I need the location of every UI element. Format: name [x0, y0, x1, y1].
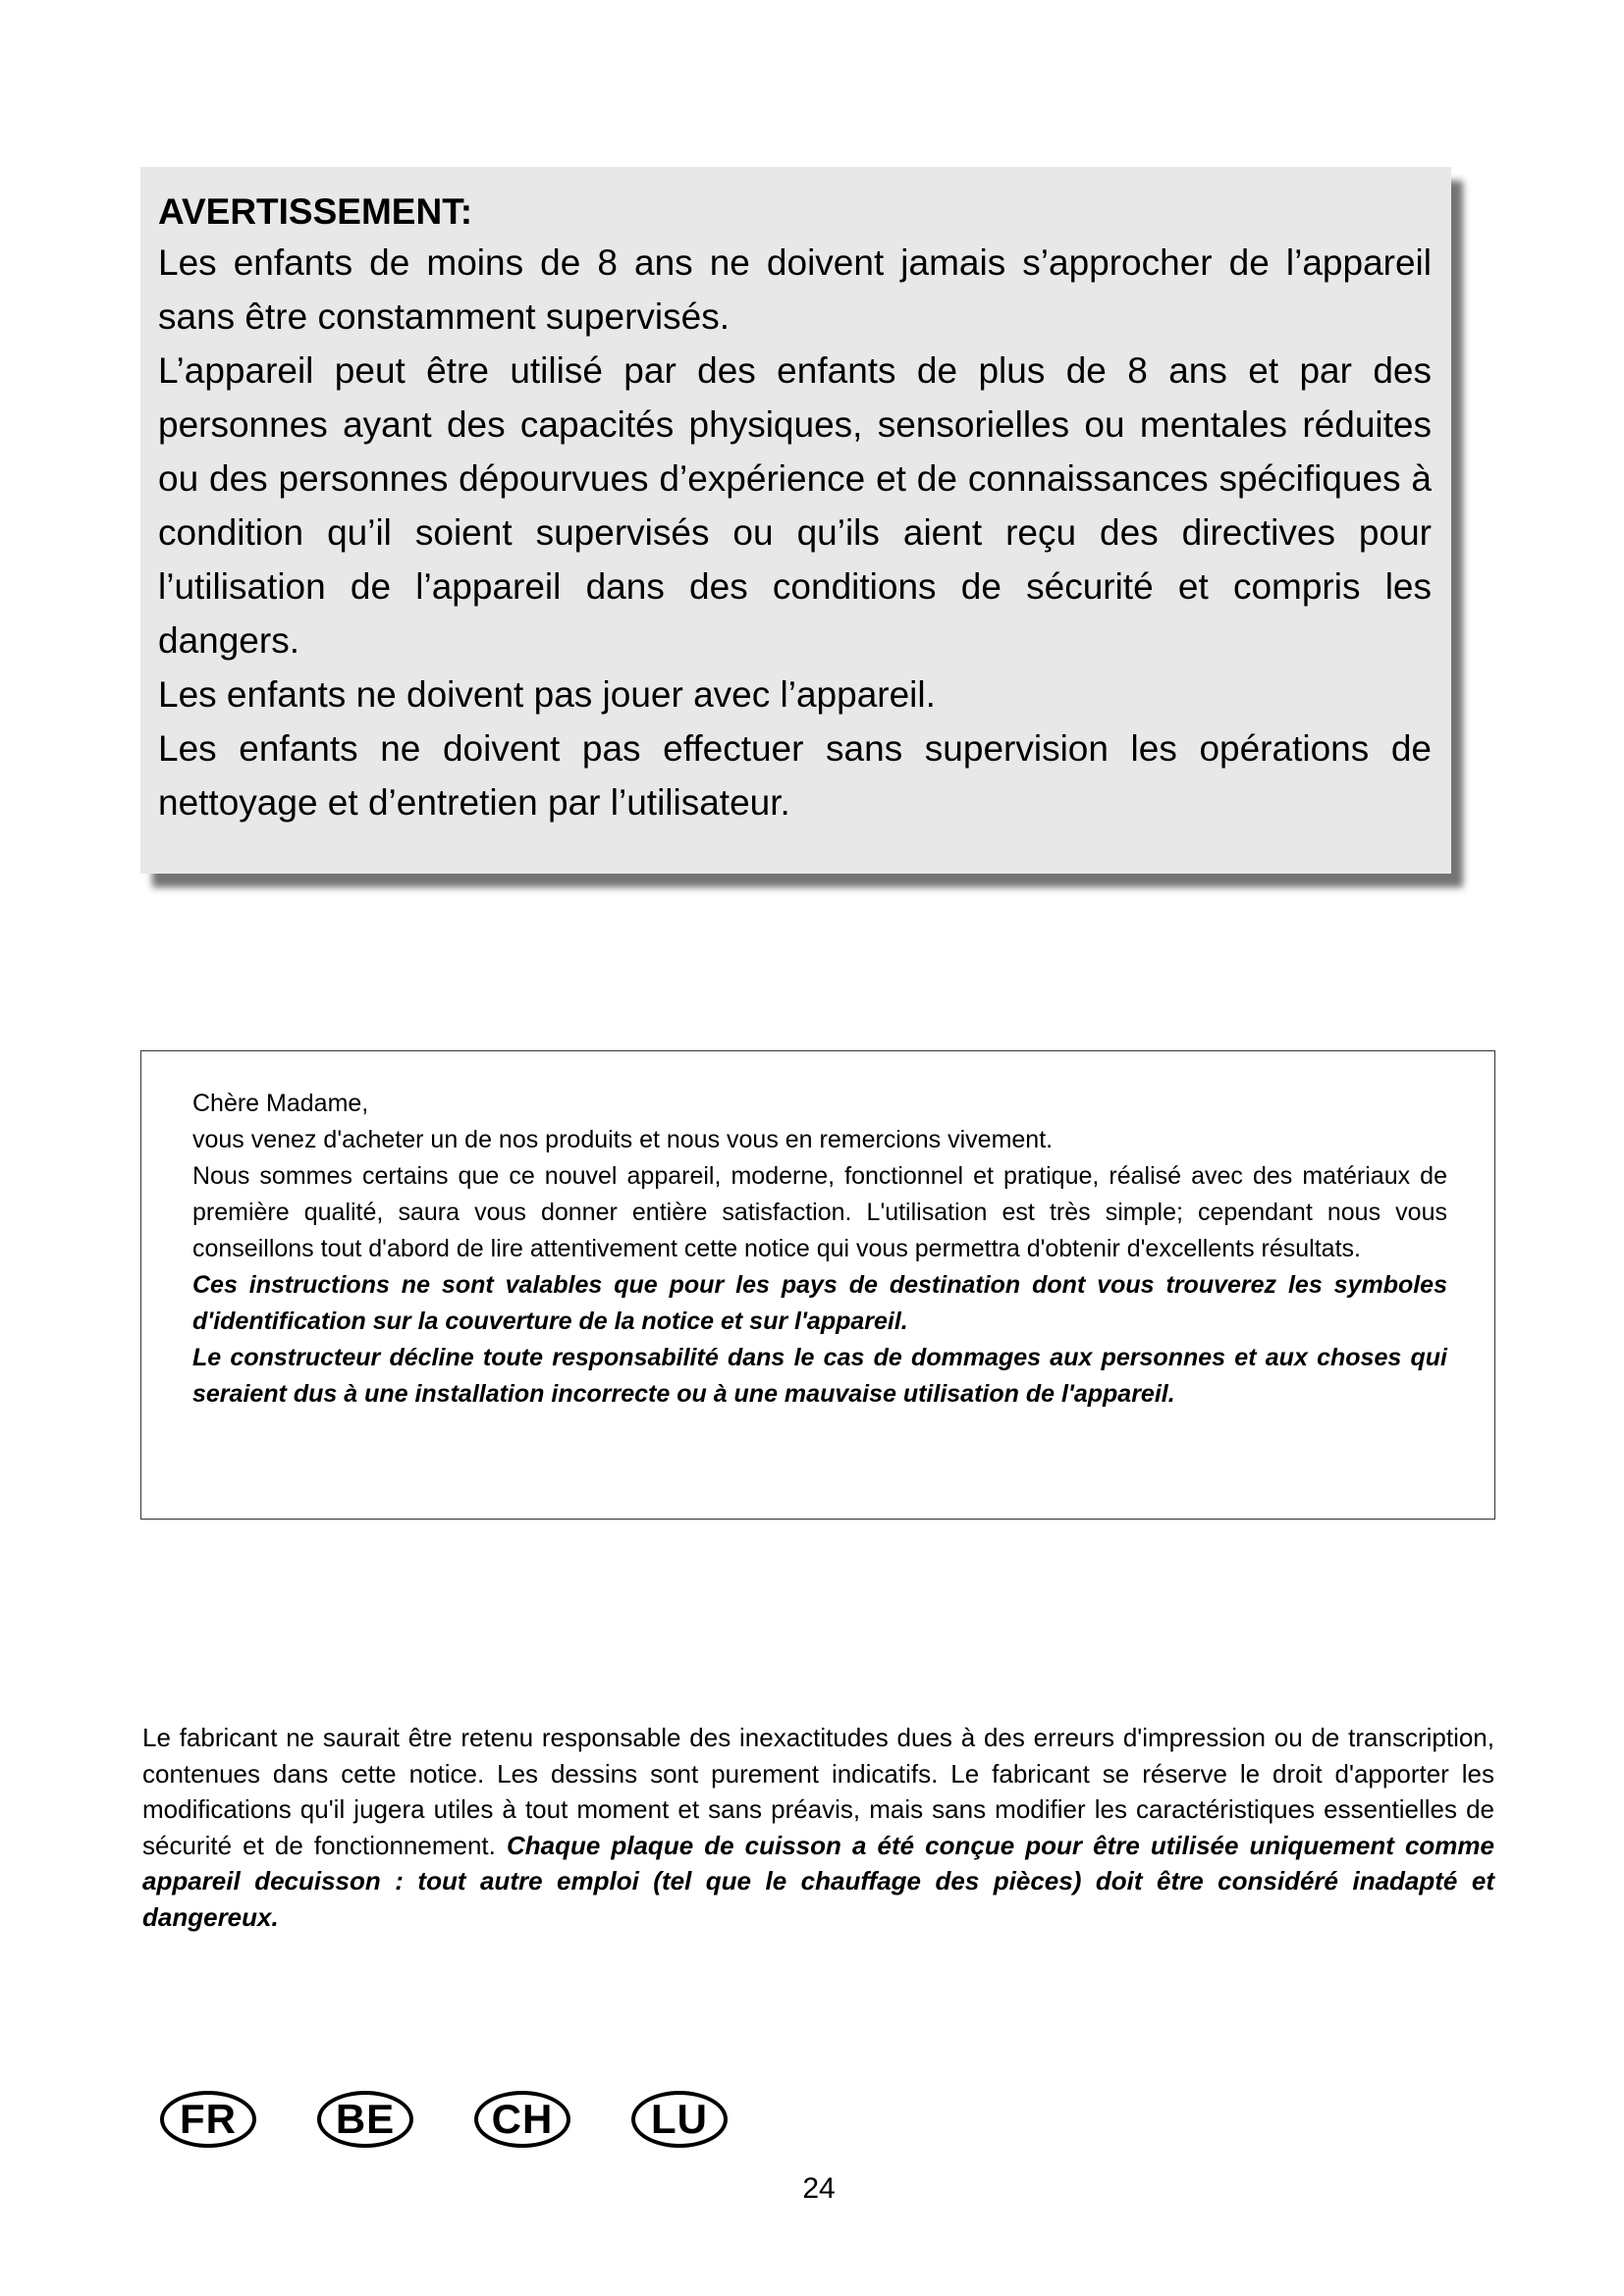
country-symbols — [160, 2091, 728, 2148]
warning-box — [140, 167, 1451, 874]
warning-paragraph: L’appareil peut être utilisé par des enfants de plus de 8 ans et par des personnes ayant des capacités physiques, sensorielles ou mentales réduites ou des personnes dépourvues d’expérience et de connaissances spécifiques à condition qu’il soient supervisés ou qu’ils aient reçu des directives pour l’utilisation de l’appareil dans des conditions de sécurité et compris les dangers. — [158, 350, 1432, 661]
warning-paragraph: Les enfants de moins de 8 ans ne doivent jamais s’approcher de l’appareil sans être constamment supervisés. — [158, 242, 1432, 337]
warning-paragraph: Les enfants ne doivent pas effectuer sans supervision les opérations de nettoyage et d’entretien par l’utilisateur. — [158, 728, 1432, 823]
letter-intro: vous venez d'acheter un de nos produits et nous vous en remercions vivement. — [192, 1126, 1054, 1153]
notice-validity-note: Ces instructions ne sont valables que pour les pays de destination dont vous trouverez les symboles d'identification sur la couverture de la notice et sur l'appareil. — [192, 1271, 1447, 1335]
manufacturer-disclaimer — [142, 1720, 1494, 1935]
letter-body: Nous sommes certains que ce nouvel appareil, moderne, fonctionnel et pratique, réalisé avec des matériaux de première qualité, saura vous donner entière satisfaction. L'utilisation est très simple; cependant nous vous conseillons tout d'abord de lire attentivement cette notice qui vous permettra d'obtenir d'excellents résultats. — [192, 1162, 1447, 1262]
country-badge-lu: LU — [631, 2091, 728, 2148]
country-badge-be: BE — [317, 2091, 413, 2148]
letter-greeting: Chère Madame, — [192, 1090, 369, 1117]
warning-title: AVERTISSEMENT: — [158, 191, 473, 232]
country-badge-ch: CH — [474, 2091, 570, 2148]
country-badge-fr: FR — [160, 2091, 256, 2148]
letter-box — [140, 1050, 1495, 1520]
warning-paragraph: Les enfants ne doivent pas jouer avec l’appareil. — [158, 674, 936, 715]
disclaimer-text: Le fabricant ne saurait être retenu responsable des inexactitudes dues à des erreurs d'impression ou de transcription, contenues dans cette notice. Les dessins sont purement indicatifs. Le fabricant se réserve le droit d'apporter les modifications qu'il jugera utiles à tout moment et sans préavis, mais sans modifier les caractéristiques essentielles de sécurité et de fonctionnement. — [142, 1723, 1494, 1860]
disclaimer-emphasis: Chaque plaque de cuisson a été conçue pour être utilisée uniquement comme appareil decuisson : tout autre emploi (tel que le chauffage des pièces) doit être considéré inadapté et dangereux. — [142, 1830, 1494, 1932]
liability-note: Le constructeur décline toute responsabilité dans le cas de dommages aux personnes et aux choses qui seraient dus à une installation incorrecte ou à une mauvaise utilisation de l'appareil. — [192, 1344, 1447, 1408]
page-number: 24 — [802, 2172, 836, 2205]
